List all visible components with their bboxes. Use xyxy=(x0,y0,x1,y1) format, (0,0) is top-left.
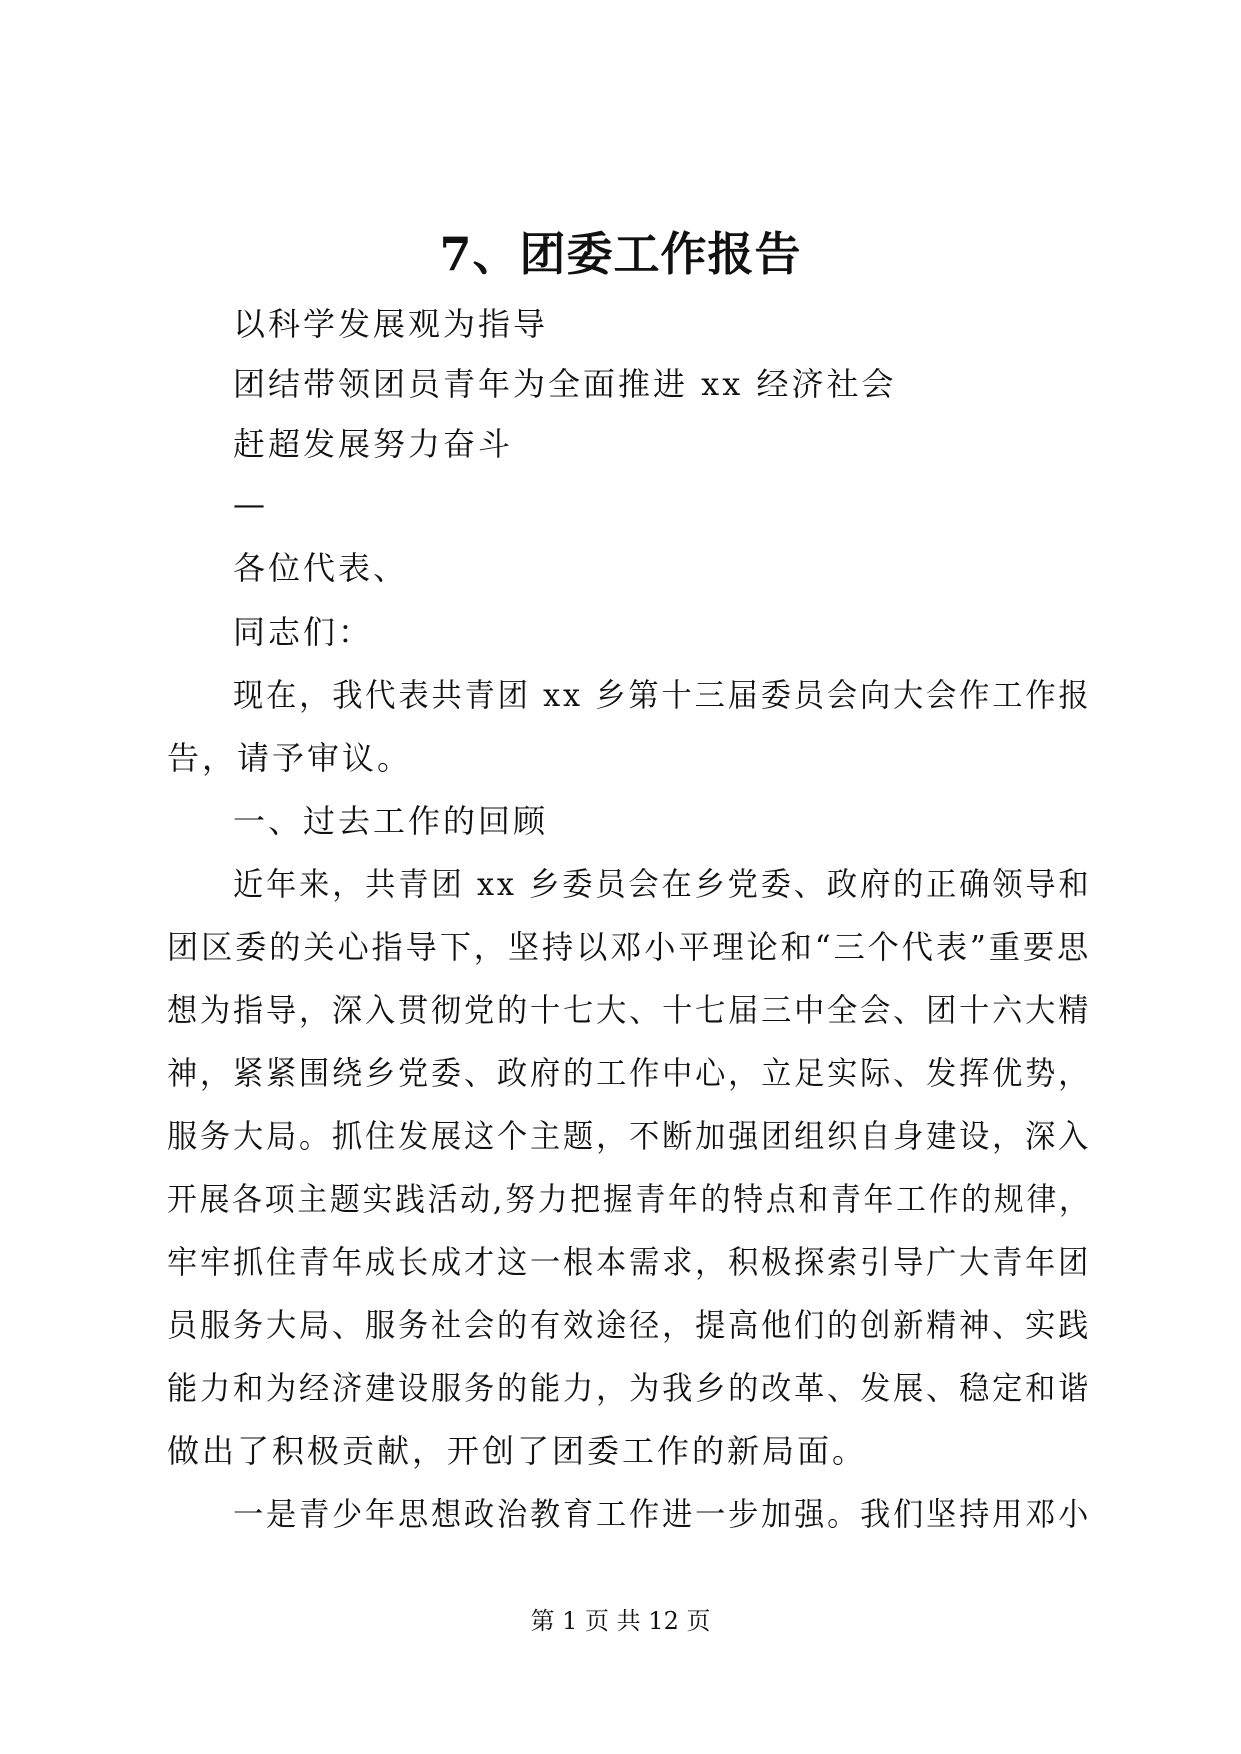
text-line: 近年来，共青团 xx 乡委员会在乡党委、政府的正确领导和 xyxy=(233,865,1092,903)
text-line: — xyxy=(233,485,268,523)
document-title: 7、团委工作报告 xyxy=(439,227,802,281)
text-line: 各位代表、 xyxy=(233,549,409,587)
text-line: 神，紧紧围绕乡党委、政府的工作中心，立足实际、发挥优势， xyxy=(167,1054,1092,1092)
text-line: 团区委的关心指导下，坚持以邓小平理论和“三个代表”重要思 xyxy=(167,928,1092,966)
section-heading: 一、过去工作的回顾 xyxy=(233,802,549,840)
text-line: 现在，我代表共青团 xx 乡第十三届委员会向大会作工作报 xyxy=(233,676,1092,714)
text-line: 一是青少年思想政治教育工作进一步加强。我们坚持用邓小 xyxy=(233,1495,1092,1533)
page-footer: 第 1 页 共 12 页 xyxy=(530,1607,711,1635)
text-line: 员服务大局、服务社会的有效途径，提高他们的创新精神、实践 xyxy=(167,1306,1092,1344)
text-line: 想为指导，深入贯彻党的十七大、十七届三中全会、团十六大精 xyxy=(167,991,1092,1029)
text-line: 开展各项主题实践活动,努力把握青年的特点和青年工作的规律， xyxy=(167,1180,1092,1218)
text-line: 服务大局。抓住发展这个主题，不断加强团组织自身建设，深入 xyxy=(167,1117,1092,1155)
text-line: 能力和为经济建设服务的能力，为我乡的改革、发展、稳定和谐 xyxy=(167,1369,1092,1407)
text-line: 赶超发展努力奋斗 xyxy=(233,425,514,463)
text-line: 同志们： xyxy=(233,613,374,651)
text-line: 做出了积极贡献，开创了团委工作的新局面。 xyxy=(167,1432,868,1470)
text-line: 以科学发展观为指导 xyxy=(233,305,549,343)
text-line: 牢牢抓住青年成长成才这一根本需求，积极探索引导广大青年团 xyxy=(167,1243,1092,1281)
text-line: 团结带领团员青年为全面推进 xx 经济社会 xyxy=(233,365,897,403)
text-line: 告，请予审议。 xyxy=(167,739,413,777)
